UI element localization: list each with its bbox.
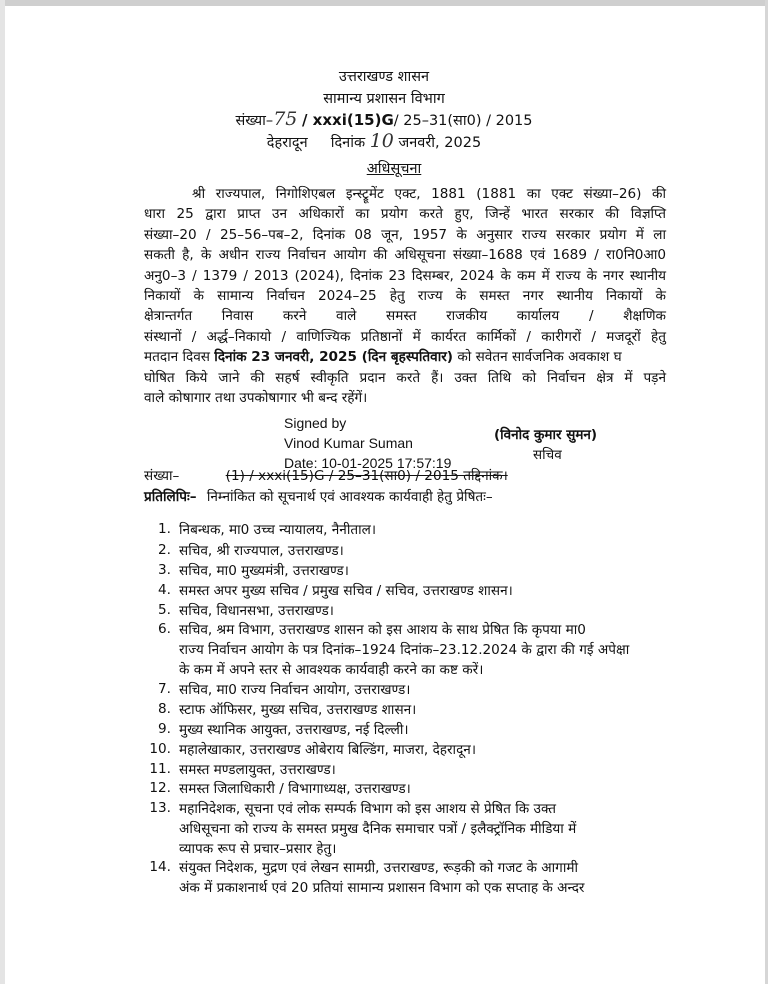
date-label: दिनांक bbox=[330, 135, 366, 151]
government-name: उत्तराखण्ड शासन bbox=[338, 69, 430, 85]
notification-title: अधिसूचना bbox=[366, 161, 422, 177]
place: देहरादून bbox=[266, 135, 308, 151]
copy-to bbox=[144, 486, 493, 505]
order-number-prefix: संख्या– bbox=[235, 113, 274, 129]
signature-date: Date: 10-01-2025 17:57:19 bbox=[284, 455, 452, 471]
copy-to-text: निम्नांकित को सूचनार्थ एवं आवश्यक कार्यवाही हेतु प्रेषितः– bbox=[206, 489, 493, 505]
copy-ref-number: (1) / xxxi(15)G / 25–31(सा0) / 2015 तद्दिनांक। bbox=[225, 468, 508, 484]
order-number bbox=[0, 108, 768, 130]
holiday-date: दिनांक 23 जनवरी, 2025 (दिन बृहस्पतिवार) bbox=[214, 349, 453, 366]
body-line: श्री राज्यपाल, निगोशिएबल इन्स्ट्रूमेंट एक्ट, 1881 (1881 का एक्ट संख्या–26) की bbox=[192, 186, 666, 202]
body-line: सकती है, के अधीन राज्य निर्वाचन आयोग की अधिसूचना संख्या–1688 एवं 1689 / रा0नि0आ0 bbox=[144, 247, 666, 264]
body-line: क्षेत्रान्तर्गत निवास करने वाले समस्त राजकीय कार्यालय / शैक्षणिक bbox=[144, 308, 666, 325]
signatory-name: (विनोद कुमार सुमन) bbox=[494, 427, 598, 443]
date-rest: जनवरी, 2025 bbox=[398, 135, 482, 151]
body-line: धारा 25 द्वारा प्राप्त उन अधिकारों का प्रयोग करते हुए, जिन्हें भारत सरकार की विज्ञप्ति bbox=[144, 206, 666, 223]
signature-signed-by: Signed by bbox=[284, 415, 347, 431]
body-line: निकायों के सामान्य निर्वाचन 2024–25 हेतु राज्य के समस्त नगर स्थानीय निकायों के bbox=[144, 288, 666, 305]
body-line: अनु0–3 / 1379 / 2013 (2024), दिनांक 23 दिसम्बर, 2024 के कम में राज्य के नगर स्थानीय bbox=[144, 267, 666, 284]
order-number-code: / xxxi(15)G bbox=[301, 111, 394, 129]
body-line-holiday bbox=[144, 347, 666, 367]
body-line: वाले कोषागार तथा उपकोषागार भी बन्द रहेंगें। bbox=[144, 390, 368, 407]
signatory-designation: सचिव bbox=[533, 447, 562, 463]
department-name: सामान्य प्रशासन विभाग bbox=[323, 91, 445, 107]
handwritten-date: 10 bbox=[369, 130, 394, 152]
handwritten-number: 75 bbox=[273, 108, 298, 130]
polling-day-label: मतदान दिवस bbox=[144, 349, 210, 366]
place-date-line bbox=[0, 130, 758, 152]
copy-to-label: प्रतिलिपिः– bbox=[144, 489, 197, 505]
scan-edge-top bbox=[0, 0, 768, 6]
digital-signature bbox=[284, 413, 484, 473]
notification-body bbox=[144, 184, 666, 408]
copy-ref-prefix: संख्या– bbox=[144, 468, 180, 484]
body-line: संस्थानों / अर्द्ध–निकायो / वाणिज्यिक प्रतिष्ठानों में कार्यरत कार्मिकों / कारीगरों / मजदूरों हेतु bbox=[144, 328, 666, 345]
holiday-text: को सवेतन सार्वजनिक अवकाश घ bbox=[457, 349, 622, 366]
order-number-suffix: / 25–31(सा0) / 2015 bbox=[393, 113, 533, 129]
body-line: घोषित किये जाने की सहर्ष स्वीकृति प्रदान करते हैं। उक्त तिथि को निर्वाचन क्षेत्र में पड़ने bbox=[144, 369, 666, 386]
body-line: संख्या–20 / 25–56–पब–2, दिनांक 08 जून, 1957 के अनुसार राज्य सरकार प्रयोग में ला bbox=[144, 226, 666, 243]
signature-name: Vinod Kumar Suman bbox=[284, 435, 413, 451]
